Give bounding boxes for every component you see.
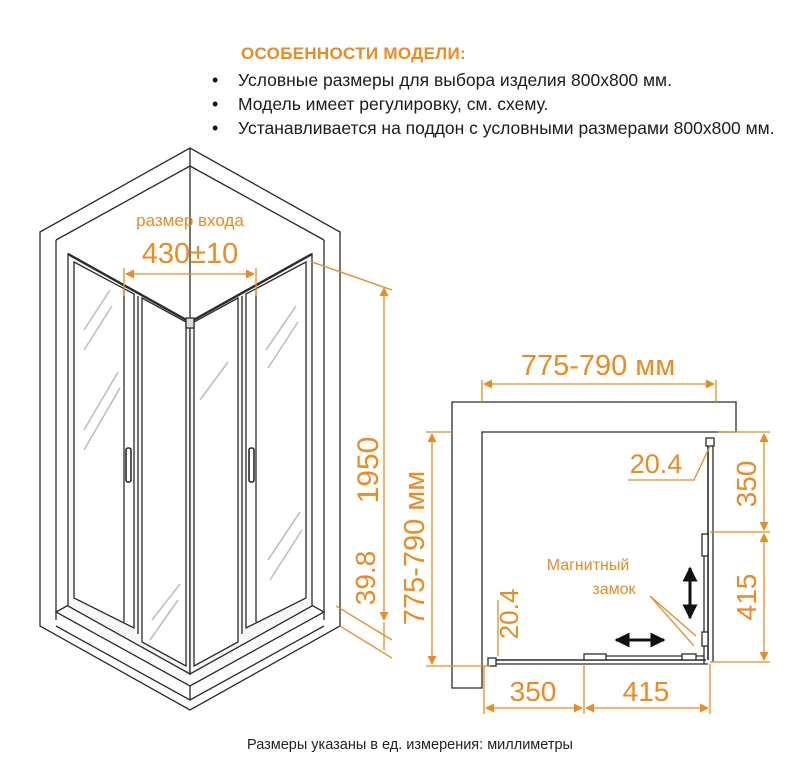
feature-item: • Устанавливается на поддон с условными размерами 800х800 мм. (212, 116, 782, 140)
height-value: 1950 (352, 436, 385, 504)
right-bottom-value: 415 (731, 573, 762, 621)
magnet-label: Магнитный (546, 557, 630, 574)
left-depth-value: 775-790 мм (399, 470, 431, 626)
feature-item: • Модель имеет регулировку, см. схему. (212, 92, 782, 116)
magnet-label-2: замок (592, 581, 636, 598)
right-top-value: 350 (731, 460, 762, 508)
feature-item: • Условные размеры для выбора изделия 800х800 мм. (212, 68, 782, 92)
entry-value: 430±10 (141, 238, 239, 270)
base-value: 39.8 (350, 550, 381, 606)
top-width-value: 775-790 мм (520, 350, 676, 382)
bottom-left-value: 350 (509, 676, 557, 707)
entry-caption: размер входа (136, 211, 244, 230)
left-handle (126, 448, 131, 482)
units-footnote: Размеры указаны в ед. измерения: миллиметры (247, 737, 573, 753)
features-title: ОСОБЕННОСТИ МОДЕЛИ: (241, 44, 466, 63)
perspective-view (40, 148, 340, 710)
profile-top-value: 20.4 (629, 449, 683, 479)
profile-left-value: 20.4 (494, 588, 524, 640)
bottom-right-value: 415 (622, 676, 670, 707)
right-handle (249, 448, 254, 482)
